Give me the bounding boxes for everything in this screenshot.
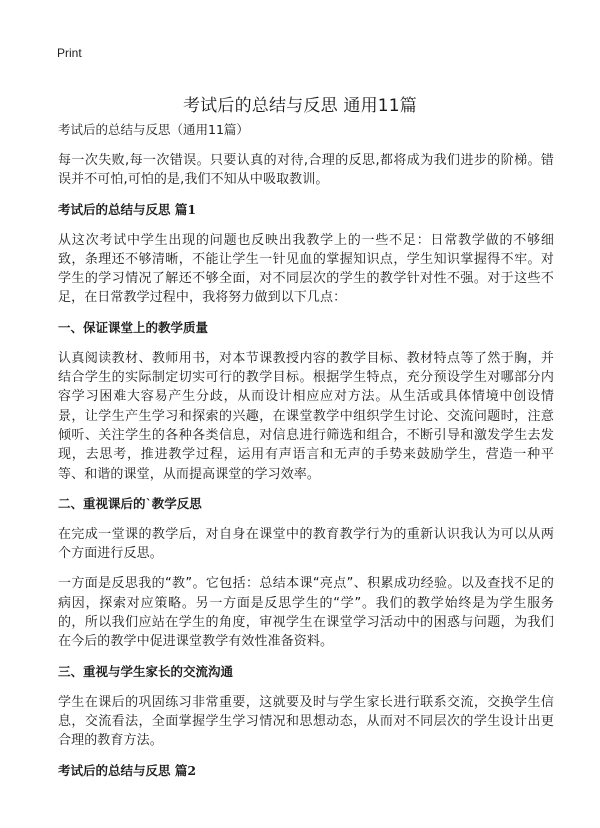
- print-link[interactable]: Print: [57, 46, 82, 60]
- section-heading-1: 考试后的总结与反思 篇1: [58, 201, 197, 217]
- section-parents-paragraph: 学生在课后的巩固练习非常重要，这就要及时与学生家长进行联系交流，交换学生信息，交流看法，全面掌握学生学习情况和思想动态，从而对不同层次的学生设计出更合理的教育方法。: [58, 694, 554, 749]
- section-heading-2: 考试后的总结与反思 篇2: [58, 762, 197, 778]
- document-body: [58, 120, 554, 792]
- section-heading-quality: 一、保证课堂上的教学质量: [58, 319, 209, 335]
- section-heading-parents: 三、重视与学生家长的交流沟通: [58, 663, 234, 679]
- section-quality-paragraph: 认真阅读教材、教师用书，对本节课教授内容的教学目标、教材特点等了然于胸，并结合学生的实际制定切实可行的教学目标。根据学生特点，充分预设学生对哪部分内容学习困难大容易产生分歧，从而设计相应应对方法。从生活或具体情境中创设情景，让学生产生学习和探索的兴趣，在课堂教学中组织学生讨论、交流问题时，注意倾听、关注学生的各种各类信息，对信息进行筛选和组合，不断引导和激发学生去发现，去思考，推进教学过程，运用有声语言和无声的手势来鼓励学生，营造一种平等、和谐的课堂，从而提高课堂的学习效率。: [58, 350, 554, 482]
- document-subtitle: 考试后的总结与反思（通用11篇）: [58, 122, 249, 137]
- section-1-paragraph: 从这次考试中学生出现的问题也反映出我教学上的一些不足：日常教学做的不够细致，条理还不够清晰，不能让学生一针见血的掌握知识点，学生知识掌握得不牢。对学生的学习情况了解还不够全面，对不同层次的学生的教学针对性不强。对于这些不足，在日常教学过程中，我将努力做到以下几点：: [58, 232, 554, 306]
- section-heading-reflection: 二、重视课后的`教学反思: [58, 495, 202, 511]
- document-title: 考试后的总结与反思 通用11篇: [182, 96, 418, 117]
- section-reflection-paragraph-2: 一方面是反思我的“教”。它包括：总结本课“亮点”、积累成功经验。以及查找不足的病因，探索对应策略。另一方面是反思学生的“学”。我们的教学始终是为学生服务的，所以我们应站在学生的角度，审视学生在课堂学习活动中的困惑与问题，为我们在今后的教学中促进课堂教学有效性准备资料。: [58, 576, 554, 650]
- intro-paragraph: 每一次失败,每一次错误。只要认真的对待,合理的反思,都将成为我们进步的阶梯。错误并不可怕,可怕的是,我们不知从中吸取教训。: [58, 153, 554, 188]
- section-reflection-paragraph-1: 在完成一堂课的教学后，对自身在课堂中的教育教学行为的重新认识我认为可以从两个方面进行反思。: [58, 526, 554, 562]
